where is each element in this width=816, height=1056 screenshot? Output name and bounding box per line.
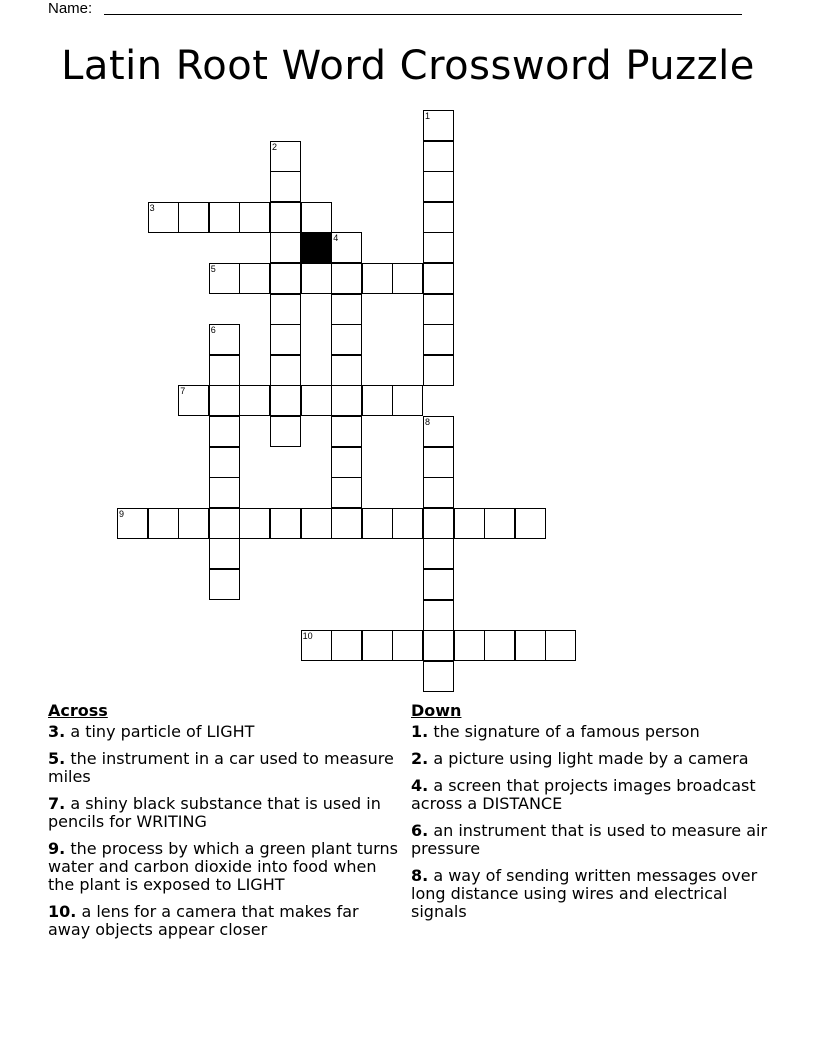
crossword-cell[interactable] (423, 600, 454, 631)
clue-number: 5 (210, 264, 216, 274)
crossword-cell[interactable] (423, 324, 454, 355)
crossword-cell[interactable] (301, 202, 332, 233)
clue-number: 2 (272, 141, 278, 152)
crossword-cell[interactable] (148, 202, 179, 233)
crossword-cell[interactable] (484, 508, 515, 539)
crossword-cell[interactable] (515, 630, 546, 661)
crossword-cell[interactable] (423, 477, 454, 508)
crossword-cell[interactable] (270, 171, 301, 202)
crossword-cell[interactable] (270, 141, 301, 172)
crossword-cell[interactable] (270, 416, 301, 447)
clue-number: 9 (119, 508, 125, 519)
clue-number: 8 (425, 417, 431, 427)
crossword-cell[interactable] (423, 171, 454, 202)
clue-down-2: 2. a picture using light made by a camera (411, 749, 749, 768)
crossword-cell[interactable] (209, 355, 240, 386)
crossword-cell[interactable] (239, 263, 270, 294)
crossword-cell[interactable] (423, 294, 454, 325)
crossword-cell[interactable] (301, 508, 332, 539)
crossword-cell[interactable] (209, 324, 240, 355)
clue-down-4: 4. a screen that projects images broadcast across a DISTANCE (411, 776, 756, 813)
crossword-cell[interactable] (392, 263, 423, 294)
crossword-cell[interactable] (209, 416, 240, 447)
clue-number: 3 (149, 202, 155, 213)
clue-across-3: 3. a tiny particle of LIGHT (48, 722, 255, 741)
crossword-cell[interactable] (178, 385, 209, 416)
crossword-cell[interactable] (178, 508, 209, 539)
crossword-cell[interactable] (331, 355, 362, 386)
crossword-cell[interactable] (270, 355, 301, 386)
crossword-cell[interactable] (331, 324, 362, 355)
clue-down-8: 8. a way of sending written messages over long distance using wires and electrical signals (411, 866, 758, 921)
crossword-cell[interactable] (331, 630, 362, 661)
crossword-cell[interactable] (331, 508, 362, 539)
crossword-cell[interactable] (515, 508, 546, 539)
crossword-cell[interactable] (270, 202, 301, 233)
crossword-cell[interactable] (331, 447, 362, 478)
crossword-cell[interactable] (423, 416, 454, 447)
crossword-cell[interactable] (423, 202, 454, 233)
crossword-cell[interactable] (392, 385, 423, 416)
crossword-cell[interactable] (423, 263, 454, 294)
crossword-cell[interactable] (454, 630, 485, 661)
crossword-cell[interactable] (545, 630, 576, 661)
crossword-cell[interactable] (392, 630, 423, 661)
crossword-cell[interactable] (423, 141, 454, 172)
crossword-cell[interactable] (117, 508, 148, 539)
crossword-cell[interactable] (209, 447, 240, 478)
clue-number: 7 (180, 386, 186, 397)
crossword-cell[interactable] (423, 661, 454, 692)
crossword-cell[interactable] (178, 202, 209, 233)
crossword-cell[interactable] (209, 202, 240, 233)
crossword-cell[interactable] (209, 385, 240, 416)
crossword-cell[interactable] (270, 232, 301, 263)
clue-across-9: 9. the process by which a green plant turns water and carbon dioxide into food when the plant is exposed to LIGHT (48, 839, 398, 894)
page-title: Latin Root Word Crossword Puzzle (61, 43, 755, 89)
crossword-cell[interactable] (331, 416, 362, 447)
clue-across-10: 10. a lens for a camera that makes far away objects appear closer (48, 902, 359, 939)
crossword-cell[interactable] (239, 202, 270, 233)
clue-number: 10 (302, 631, 313, 642)
crossword-cell[interactable] (270, 385, 301, 416)
crossword-cell[interactable] (331, 294, 362, 325)
across-clues (48, 702, 398, 948)
crossword-cell[interactable] (331, 263, 362, 294)
crossword-cell[interactable] (239, 385, 270, 416)
clue-across-7: 7. a shiny black substance that is used in pencils for WRITING (48, 794, 381, 831)
crossword-cell[interactable] (148, 508, 179, 539)
crossword-cell[interactable] (423, 110, 454, 141)
crossword-cell[interactable] (423, 232, 454, 263)
down-clues (411, 702, 771, 930)
clue-down-1: 1. the signature of a famous person (411, 722, 700, 741)
crossword-cell[interactable] (270, 508, 301, 539)
crossword-cell[interactable] (423, 355, 454, 386)
crossword-cell[interactable] (331, 477, 362, 508)
crossword-cell[interactable] (392, 508, 423, 539)
crossword-cell[interactable] (423, 508, 454, 539)
crossword-cell[interactable] (362, 385, 393, 416)
crossword-cell[interactable] (362, 630, 393, 661)
crossword-cell[interactable] (301, 263, 332, 294)
crossword-cell[interactable] (362, 263, 393, 294)
crossword-cell[interactable] (209, 508, 240, 539)
crossword-cell[interactable] (209, 477, 240, 508)
crossword-cell[interactable] (484, 630, 515, 661)
clue-number: 1 (425, 111, 431, 121)
crossword-cell[interactable] (270, 263, 301, 294)
crossword-cell[interactable] (209, 263, 240, 294)
clue-number: 4 (333, 233, 339, 244)
down-heading: Down (411, 701, 462, 720)
crossword-cell[interactable] (423, 447, 454, 478)
crossword-cell[interactable] (423, 538, 454, 569)
clue-number: 6 (210, 325, 216, 336)
across-heading: Across (48, 701, 108, 720)
clue-across-5: 5. the instrument in a car used to measure miles (48, 749, 394, 786)
crossword-cell[interactable] (209, 538, 240, 569)
crossword-cell[interactable] (270, 294, 301, 325)
crossword-cell[interactable] (301, 630, 332, 661)
name-label: Name: (48, 0, 93, 17)
crossword-cell[interactable] (301, 385, 332, 416)
crossword-cell[interactable] (454, 508, 485, 539)
crossword-cell[interactable] (423, 569, 454, 600)
crossword-cell[interactable] (331, 385, 362, 416)
crossword-cell[interactable] (239, 508, 270, 539)
clue-down-6: 6. an instrument that is used to measure air pressure (411, 821, 768, 858)
crossword-cell[interactable] (270, 324, 301, 355)
black-cell (301, 232, 332, 263)
crossword-cell[interactable] (331, 232, 362, 263)
crossword-cell[interactable] (209, 569, 240, 600)
crossword-cell[interactable] (423, 630, 454, 661)
crossword-cell[interactable] (362, 508, 393, 539)
